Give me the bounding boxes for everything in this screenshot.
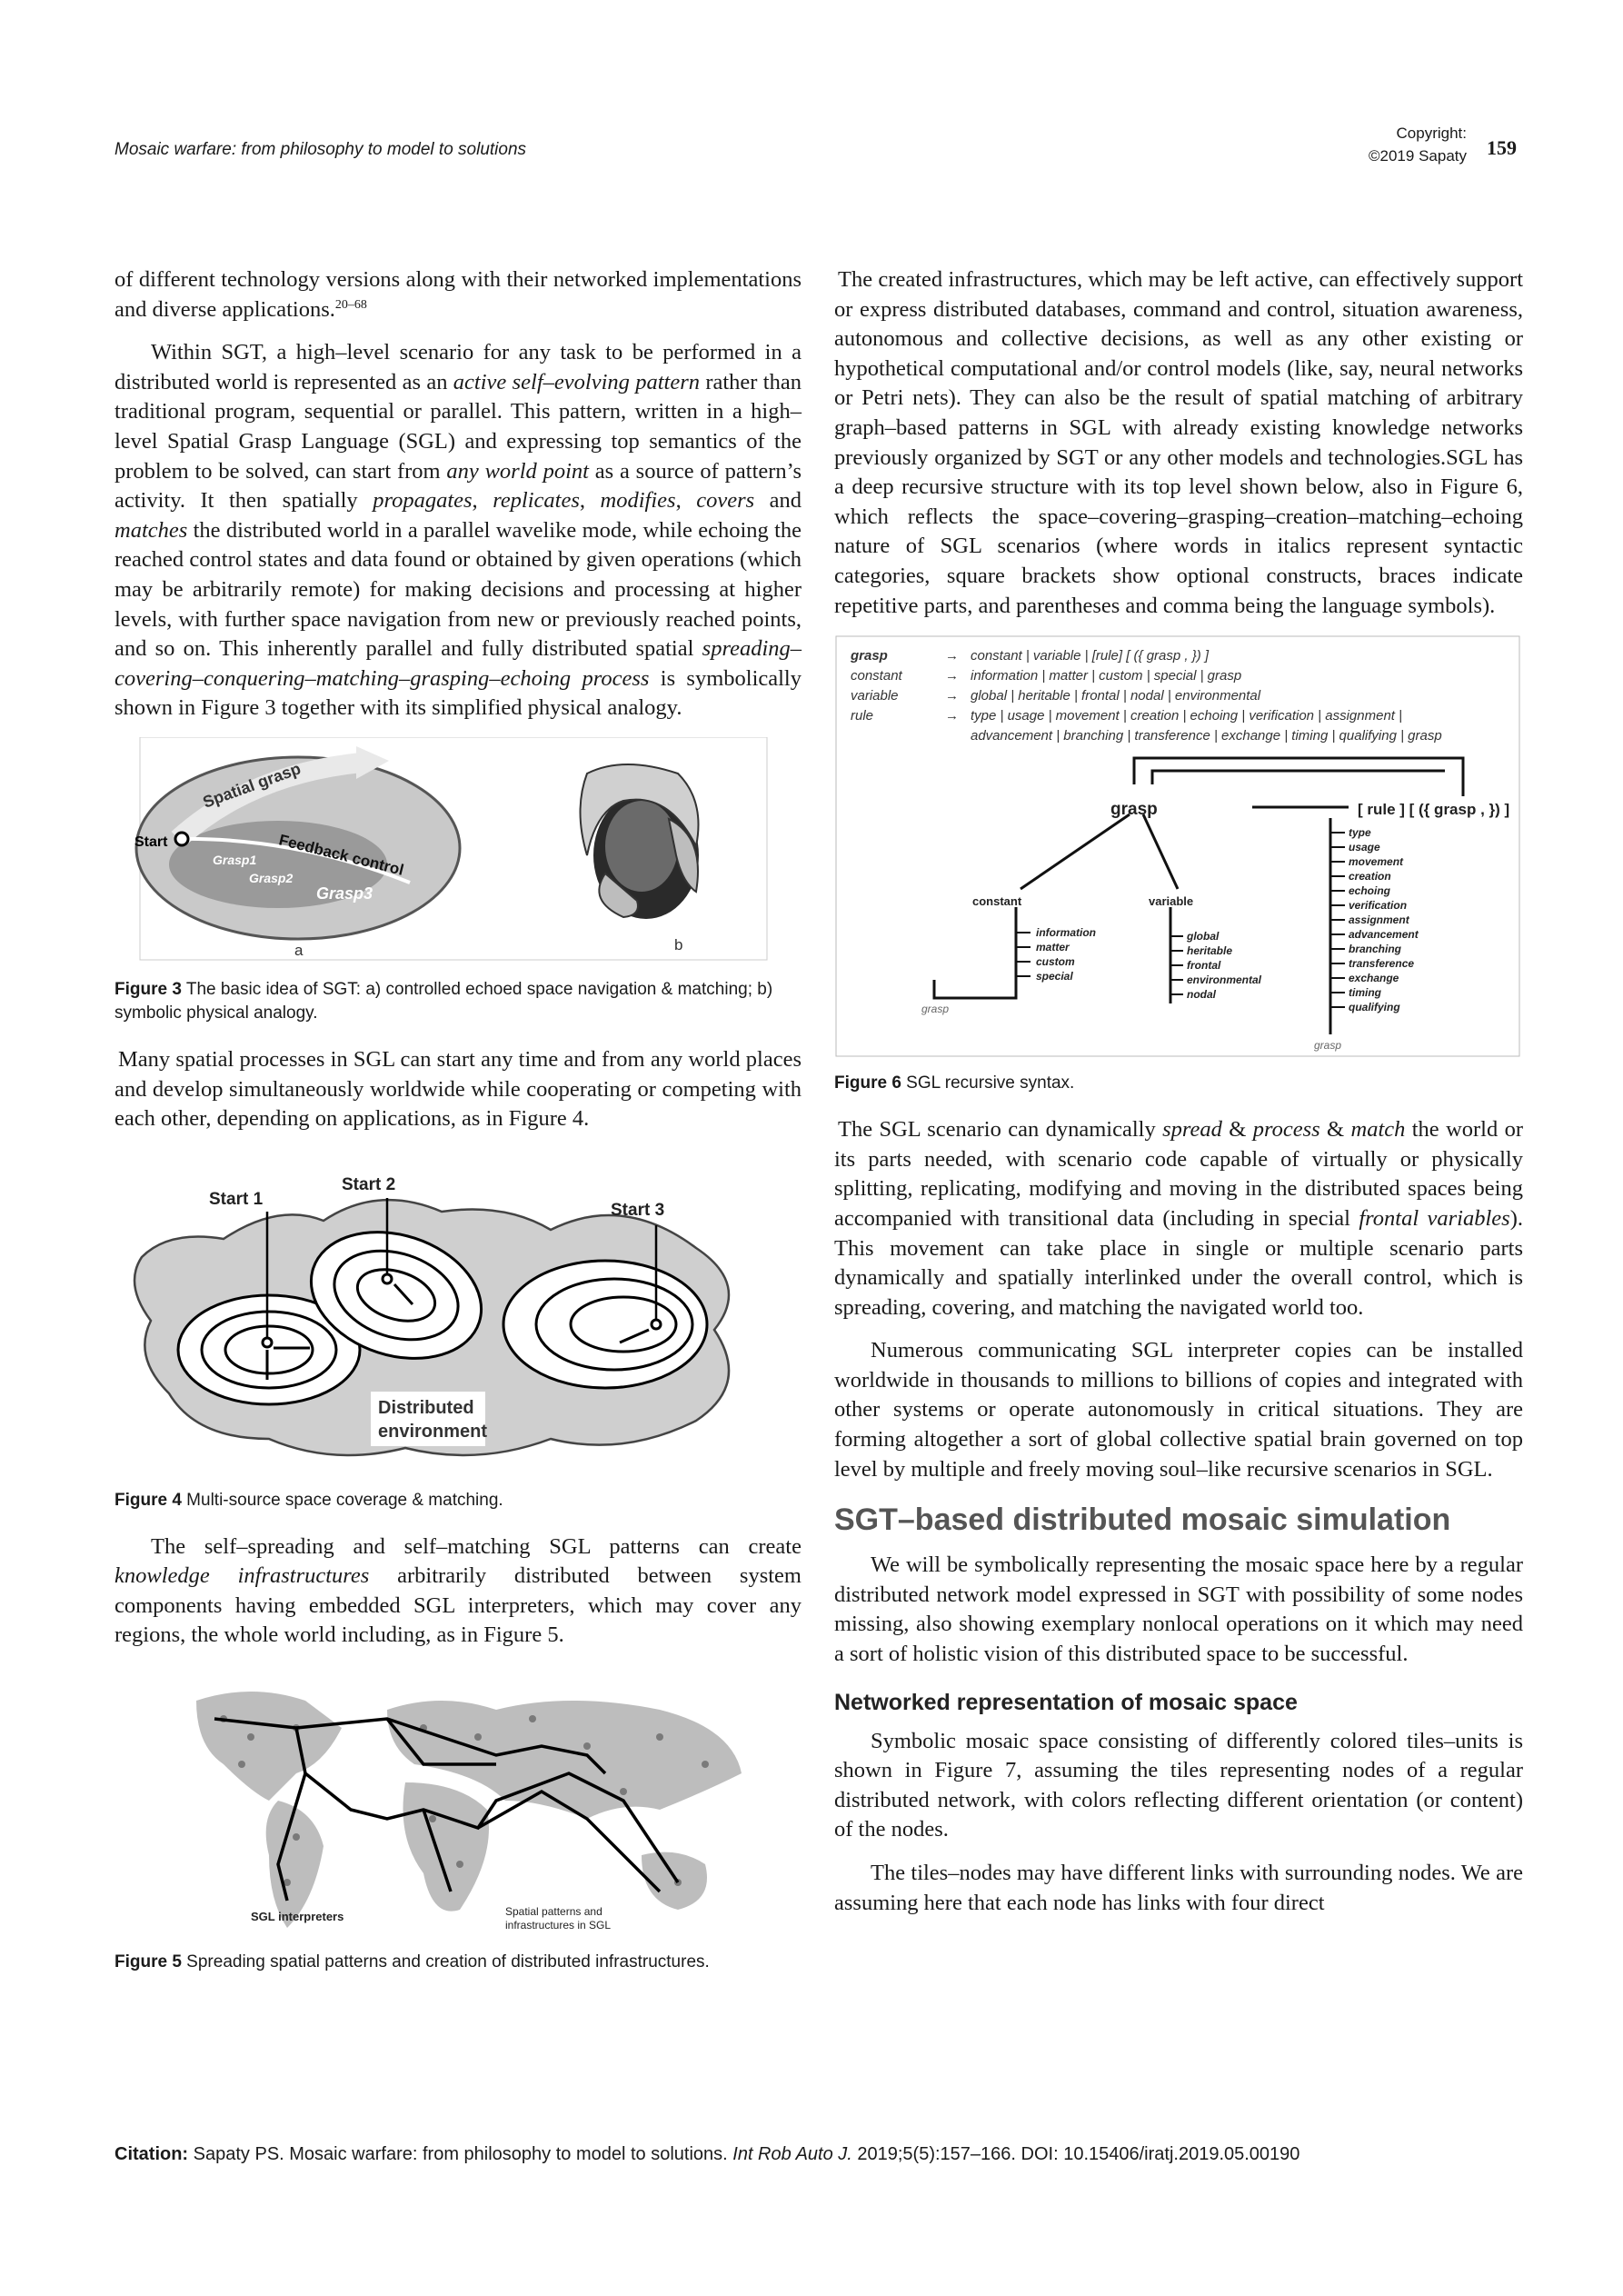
- tree-variable-item-1: heritable: [1187, 944, 1233, 958]
- tree-variable-item-2: frontal: [1187, 959, 1221, 973]
- tree-rule-item-8: branching: [1349, 943, 1402, 956]
- syntax-lhs-grasp: grasp: [851, 648, 888, 664]
- tree-rule-item-1: usage: [1349, 841, 1380, 854]
- syntax-rhs-grasp: constant | variable | [rule] [ ({ grasp , }) ]: [971, 648, 1210, 664]
- running-title: Mosaic warfare: from philosophy to model to solutions: [115, 140, 527, 159]
- tree-variable-item-3: environmental: [1187, 973, 1262, 987]
- tree-constant-item-2: custom: [1036, 955, 1075, 969]
- figure-4: [115, 1148, 802, 1512]
- subsection-heading: Networked representation of mosaic space: [834, 1689, 1298, 1715]
- fig3-label-b: b: [674, 935, 683, 953]
- figure-6-image: [834, 634, 1521, 1058]
- svg-text:→: →: [945, 648, 959, 664]
- fig4-label-start2: Start 2: [342, 1174, 396, 1194]
- tree-variable: variable: [1149, 894, 1194, 909]
- svg-text:→: →: [945, 708, 959, 724]
- fig5-label-patterns-1: Spatial patterns and: [505, 1905, 602, 1919]
- figure-4-image: [115, 1148, 783, 1475]
- tree-rule-item-5: verification: [1349, 899, 1408, 913]
- paragraph-many-processes: Many spatial processes in SGL can start any time and from any world places and develop simultaneously worldwide while cooperating or competing with each other, depending on applications, as in Figure 4.: [115, 1046, 802, 1132]
- paragraph-sgl-scenario: The SGL scenario can dynamically spread & process & match the world or its parts needed, with scenario code capable of virtually or physically splitting, replicating, modifying and moving in the distributed spaces being accompanied with transitional data (including in special frontal variables). This movement can take place in single or multiple scenario parts dynamically and spatially interlinked under the overall control, which is spreading, covering, and matching the navigated world too.: [834, 1117, 1524, 1320]
- syntax-rhs-rule-cont: advancement | branching | transference | exchange | timing | qualifying | grasp: [971, 728, 1442, 744]
- paragraph-continuation: of different technology versions along with their networked implementations and diverse applications.$^{20-68}$: [115, 267, 802, 322]
- tree-variable-item-4: nodal: [1187, 988, 1216, 1002]
- tree-rule-group: [ rule ] [ ({ grasp , }) ]: [1358, 801, 1510, 819]
- tree-grasp-bottom: grasp: [1314, 1039, 1342, 1053]
- fig4-label-distributed: Distributed: [378, 1397, 474, 1418]
- figure-5-image: [115, 1664, 783, 1937]
- paragraph-knowledge-infrastructures: The self–spreading and self–matching SGL patterns can create knowledge infrastructures arbitrarily distributed between system components having embedded SGL interpreters, which may cover any regions, the whole world including, as in Figure 5.: [115, 1533, 802, 1648]
- tree-constant-item-3: special: [1036, 970, 1073, 983]
- tree-constant-item-0: information: [1036, 926, 1096, 940]
- fig3-label-grasp3: Grasp3: [316, 883, 373, 903]
- figure-3: [115, 737, 802, 1025]
- tree-rule-item-9: transference: [1349, 957, 1415, 971]
- figure-6-caption: Figure 6 SGL recursive syntax.: [834, 1073, 1075, 1093]
- tree-constant: constant: [972, 894, 1022, 909]
- tree-variable-item-0: global: [1187, 930, 1220, 943]
- syntax-rhs-variable: global | heritable | frontal | nodal | environmental: [971, 688, 1261, 704]
- svg-text:→: →: [945, 668, 959, 684]
- fig3-label-spatial-grasp: Spatial grasp: [200, 759, 304, 812]
- tree-rule-item-7: advancement: [1349, 928, 1419, 942]
- paragraph-sgt-scenario: Within SGT, a high–level scenario for any task to be performed in a distributed world is represented as an active self–evolving pattern rather than traditional program, sequential or parallel. This pattern, written in a high–level Spatial Grasp Language (SGL) and expressing top semantics of the problem to be solved, can start from any world point as a source of pattern’s activity. It then spatially propagates, replicates, modifies, covers and matches the distributed world in a parallel wavelike mode, while echoing the reached control states and data found or obtained by given operations (which may be arbitrarily remote) for making decisions and processing at higher levels, with further space navigation from new or previously reached points, and so on. This inherently parallel and fully distributed spatial spreading–covering–conquering–matching–grasping–echoing process is symbolically shown in Figure 3 together with its simplified physical analogy.: [115, 340, 802, 721]
- fig3-label-grasp1: Grasp1: [213, 852, 257, 867]
- paragraph-mosaic-space: We will be symbolically representing the mosaic space here by a regular distributed network model expressed in SGT with possibility of some nodes missing, also showing exemplary nonlocal operations on it which may need a sort of holistic vision of this distributed space to be successful.: [834, 1552, 1523, 1667]
- right-column: [834, 265, 1523, 1932]
- tree-rule-item-0: type: [1349, 826, 1371, 840]
- tree-rule-item-6: assignment: [1349, 913, 1409, 927]
- figure-6: [834, 634, 1523, 1095]
- reference-marker: 20–68: [334, 297, 367, 312]
- citation: Citation: Sapaty PS. Mosaic warfare: from philosophy to model to solutions. Int Rob Auto J. 2019;5(5):157–166. DOI: 10.15406/iratj.2019.05.00190: [115, 2144, 1300, 2164]
- syntax-lhs-constant: constant: [851, 668, 902, 684]
- tree-root-grasp: grasp: [1110, 800, 1158, 820]
- syntax-rhs-constant: information | matter | custom | special | grasp: [971, 668, 1242, 684]
- copyright-notice: [1354, 122, 1467, 167]
- section-heading: SGT–based distributed mosaic simulation: [834, 1502, 1451, 1538]
- fig3-label-feedback: Feedback control: [277, 831, 406, 879]
- copyright-line-2: ©2019 Sapaty: [1369, 147, 1467, 165]
- tree-rule-item-4: echoing: [1349, 884, 1391, 898]
- fig4-label-start3: Start 3: [611, 1200, 665, 1220]
- tree-rule-item-12: qualifying: [1349, 1001, 1400, 1014]
- syntax-rhs-rule: type | usage | movement | creation | echoing | verification | assignment |: [971, 708, 1403, 724]
- page-number: 159: [1487, 136, 1517, 159]
- figure-3-image: [115, 737, 783, 964]
- tree-rule-item-10: exchange: [1349, 972, 1399, 985]
- figure-4-caption: Figure 4 Multi-source space coverage & matching.: [115, 1490, 503, 1510]
- figure-5-caption: Figure 5 Spreading spatial patterns and creation of distributed infrastructures.: [115, 1952, 710, 1972]
- tree-grasp-left: grasp: [921, 1003, 950, 1016]
- fig3-label-grasp2: Grasp2: [249, 870, 294, 885]
- paragraph-interpreter-copies: Numerous communicating SGL interpreter copies can be installed worldwide in thousands to millions to billions of copies and integrated with other systems or operate autonomously in critical situations. They are forming altogether a sort of global collective spatial brain governed on top level by multiple and freely moving soul–like recursive scenarios in SGL.: [834, 1338, 1523, 1482]
- tree-rule-item-2: movement: [1349, 855, 1404, 869]
- left-column: [115, 265, 802, 1994]
- paragraph-tiles-nodes: The tiles–nodes may have different links with surrounding nodes. We are assuming here that each node has links with four direct: [834, 1861, 1523, 1915]
- fig3-label-start: Start: [134, 834, 168, 850]
- fig3-label-a: a: [294, 941, 304, 959]
- fig4-label-start1: Start 1: [209, 1189, 264, 1209]
- figure-3-caption: Figure 3 The basic idea of SGT: a) controlled echoed space navigation & matching; b) symbolic physical analogy.: [115, 979, 773, 1023]
- paragraph-symbolic-mosaic: Symbolic mosaic space consisting of differently colored tiles–units is shown in Figure 7, assuming the tiles representing nodes of a regular distributed network, with colors reflecting different orientation (or content) of the nodes.: [834, 1728, 1523, 1842]
- figure-5: [115, 1664, 802, 1974]
- syntax-lhs-variable: variable: [851, 688, 899, 704]
- tree-rule-item-11: timing: [1349, 986, 1381, 1000]
- tree-rule-item-3: creation: [1349, 870, 1391, 883]
- fig5-label-patterns-2: infrastructures in SGL: [505, 1919, 612, 1932]
- svg-text:→: →: [945, 688, 959, 704]
- syntax-lhs-rule: rule: [851, 708, 874, 724]
- copyright-line-1: Copyright:: [1396, 125, 1467, 142]
- fig5-label-interpreters: SGL interpreters: [251, 1910, 344, 1924]
- paragraph-created-infrastructures: The created infrastructures, which may be left active, can effectively support or express distributed databases, command and control, situation awareness, autonomous and collective decisions, as well as any other existing or hypothetical computational and/or control models (like, say, neural networks or Petri nets). They can also be the result of spatial matching of arbitrary graph–based patterns in SGL with already existing knowledge networks previously organized by SGT or any other models and technologies.SGL has a deep recursive structure with its top level shown below, also in Figure 6, which reflects the space–covering–grasping–creation–matching–echoing nature of SGL scenarios (where words in italics represent syntactic categories, square brackets show optional constructs, braces indicate repetitive parts, and parentheses and comma being the language symbols).: [834, 267, 1523, 618]
- tree-constant-item-1: matter: [1036, 941, 1070, 954]
- fig4-label-environment: environment: [378, 1421, 488, 1442]
